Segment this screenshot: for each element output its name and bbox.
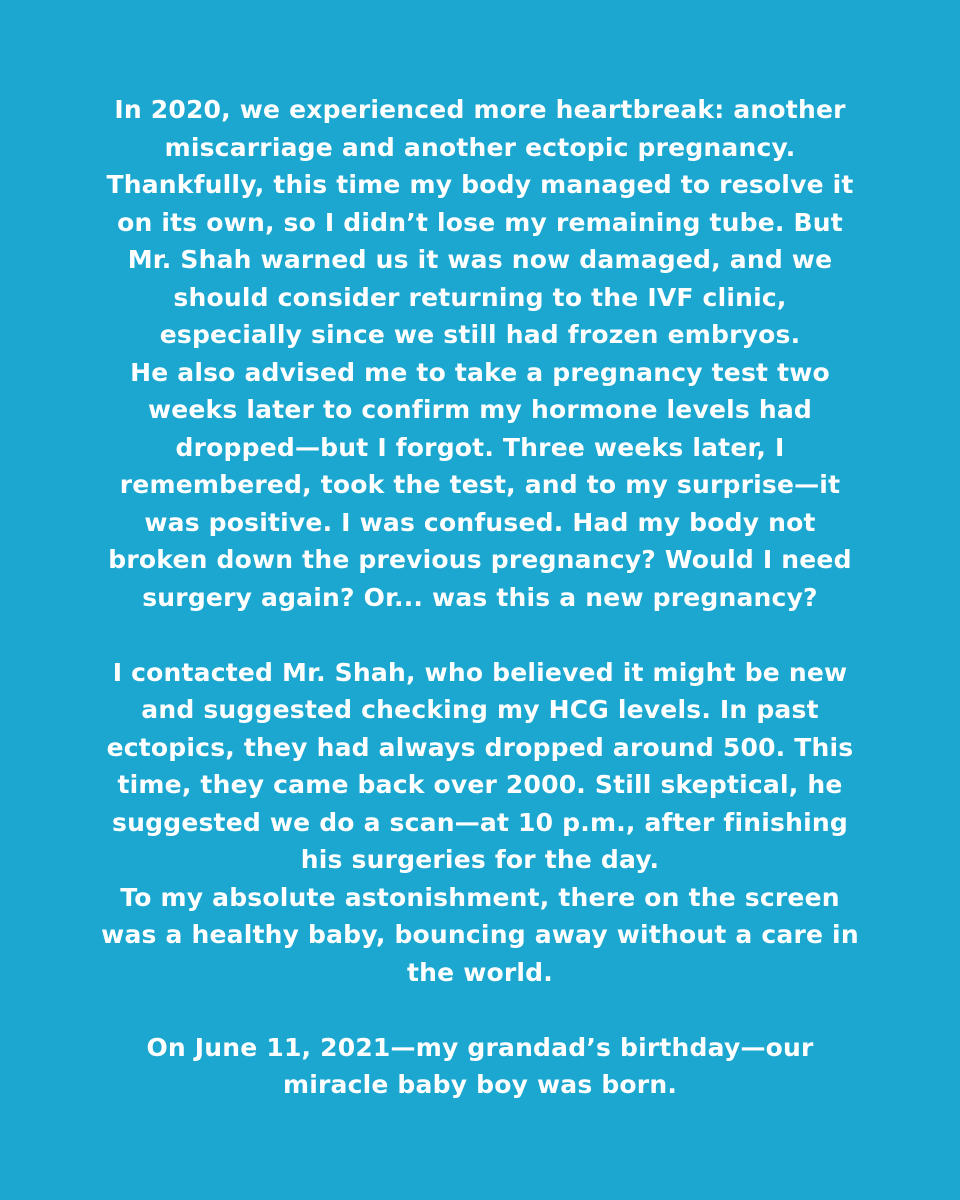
paragraph-hcg-levels: I contacted Mr. Shah, who believed it might be new and suggested checking my HCG levels. In past ectopics, they had always dropped around 500. This time, they came back over 2000. Still skeptical, he suggested we do a scan—at 10 p.m., after finishing his surgeries for the day. <box>106 657 854 874</box>
paragraph-birth: On June 11, 2021—my grandad’s birthday—our miracle baby boy was born. <box>146 1032 814 1099</box>
story-text <box>100 91 860 1104</box>
paragraph-pregnancy-test: He also advised me to take a pregnancy test two weeks later to confirm my hormone levels had dropped—but I forgot. Three weeks later, I remembered, took the test, and to my surprise—it was positive. I was confused. Had my body not broken down the previous pregnancy? Would I need surgery again? Or... was this a new pregnancy? <box>108 357 852 612</box>
paragraph-spacer <box>100 616 860 654</box>
paragraph-2020-loss: In 2020, we experienced more heartbreak: another miscarriage and another ectopic pregnancy. Thankfully, this time my body managed to resolve it on its own, so I didn’t lose my remaining tube. But Mr. Shah warned us it was now damaged, and we should consider returning to the IVF clinic, especially since we still had frozen embryos. <box>106 95 854 349</box>
paragraph-scan-result: To my absolute astonishment, there on the screen was a healthy baby, bouncing away without a care in the world. <box>101 882 859 987</box>
paragraph-spacer <box>100 991 860 1029</box>
